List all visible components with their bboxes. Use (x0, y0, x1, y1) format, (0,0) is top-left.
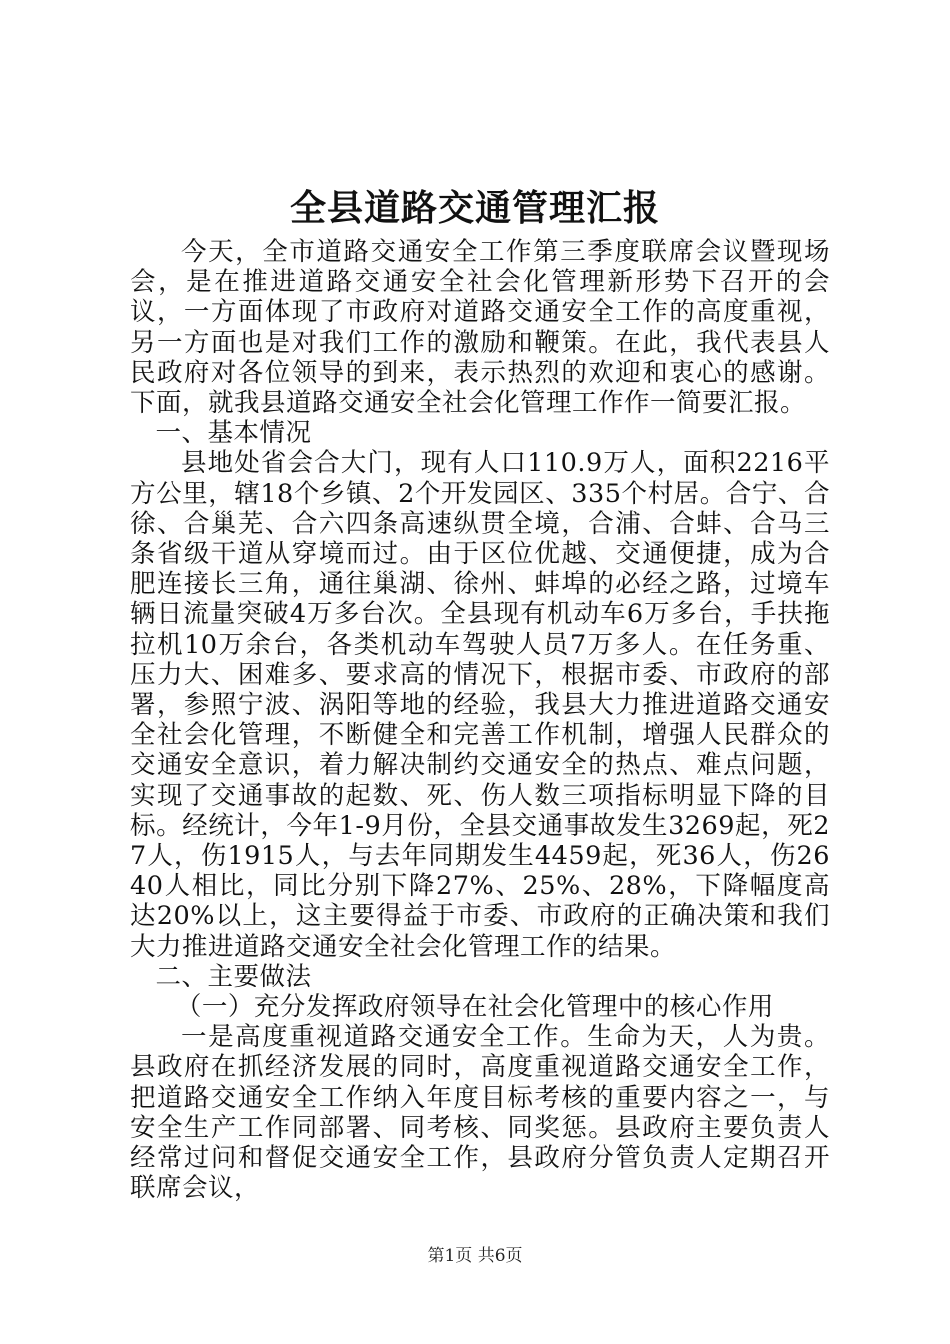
page-number-footer: 第1页 共6页 (427, 1246, 523, 1266)
subsection-heading-government-role: （一）充分发挥政府领导在社会化管理中的核心作用 (175, 992, 774, 1023)
section-heading-basic-situation: 一、基本情况 (155, 418, 312, 449)
intro-paragraph: 今天，全市道路交通安全工作第三季度联席会议暨现场会，是在推进道路交通安全社会化管理新形势下召开的会议，一方面体现了市政府对道路交通安全工作的高度重视，另一方面也是对我们工作的激励和鞭策。在此，我代表县人民政府对各位领导的到来，表示热烈的欢迎和衷心的感谢。下面，就我县道路交通安全社会化管理工作作一简要汇报。 (130, 237, 830, 419)
document-body (130, 237, 830, 1204)
government-role-paragraph: 一是高度重视道路交通安全工作。生命为天，人为贵。县政府在抓经济发展的同时，高度重视道路交通安全工作，把道路交通安全工作纳入年度目标考核的重要内容之一，与安全生产工作同部署、同考核、同奖惩。县政府主要负责人经常过问和督促交通安全工作，县政府分管负责人定期召开联席会议， (130, 1022, 830, 1204)
basic-situation-paragraph: 县地处省会合大门，现有人口110.9万人，面积2216平方公里，辖18个乡镇、2个开发园区、335个村居。合宁、合徐、合巢芜、合六四条高速纵贯全境，合浦、合蚌、合马三条省级干道从穿境而过。由于区位优越、交通便捷，成为合肥连接长三角，通往巢湖、徐州、蚌埠的必经之路，过境车辆日流量突破4万多台次。全县现有机动车6万多台，手扶拖拉机10万余台，各类机动车驾驶人员7万多人。在任务重、压力大、困难多、要求高的情况下，根据市委、市政府的部署，参照宁波、涡阳等地的经验，我县大力推进道路交通安全社会化管理，不断健全和完善工作机制，增强人民群众的交通安全意识，着力解决制约交通安全的热点、难点问题，实现了交通事故的起数、死、伤人数三项指标明显下降的目标。经统计，今年1-9月份，全县交通事故发生3269起，死27人，伤1915人，与去年同期发生4459起，死36人，伤2640人相比，同比分别下降27%、25%、28%，下降幅度高达20%以上，这主要得益于市委、市政府的正确决策和我们大力推进道路交通安全社会化管理工作的结果。 (130, 448, 830, 962)
document-title: 全县道路交通管理汇报 (289, 187, 660, 229)
section-heading-main-practices: 二、主要做法 (155, 961, 312, 992)
